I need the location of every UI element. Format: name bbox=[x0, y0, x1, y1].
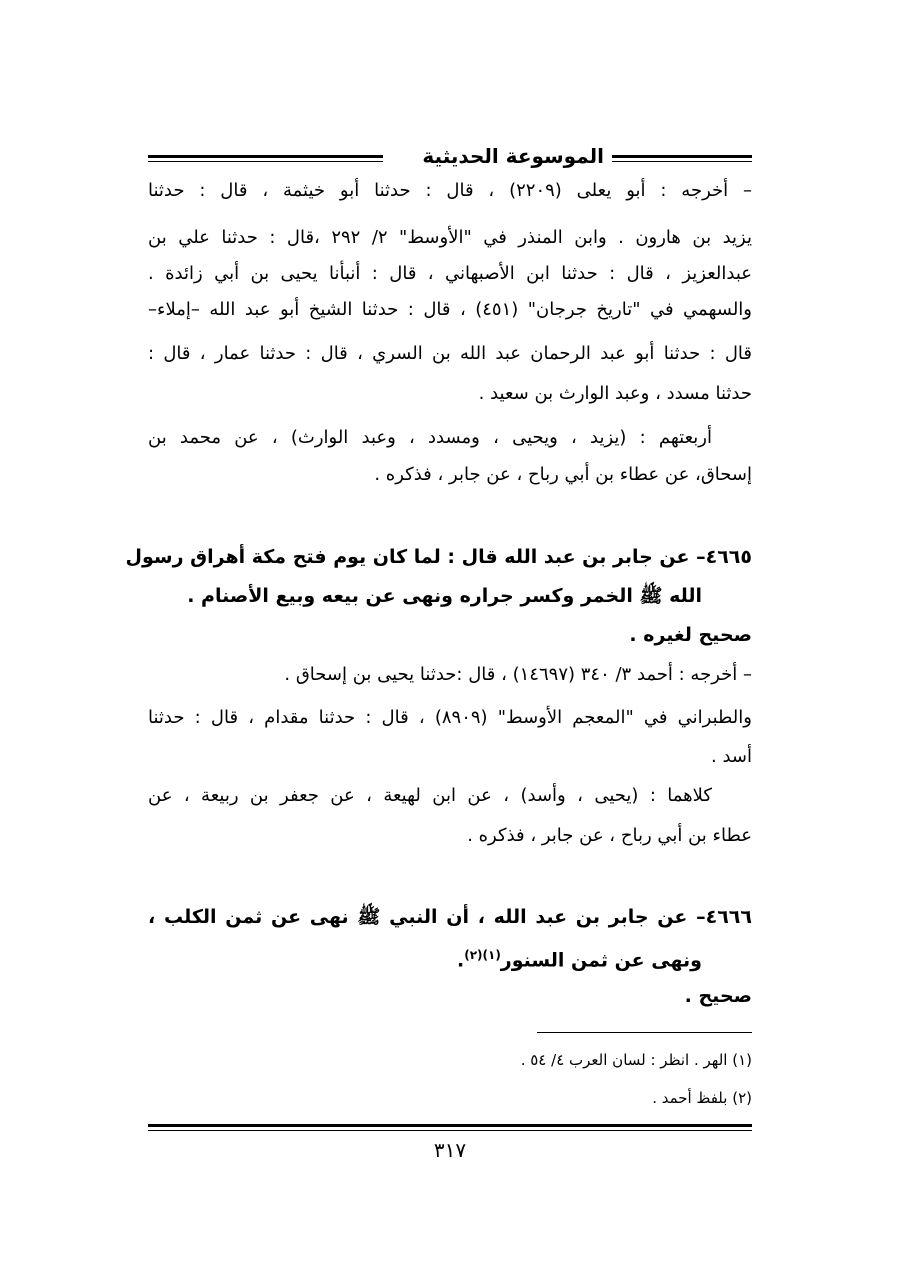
text-line: يزيد بن هارون . وابن المنذر في "الأوسط" ٢/ ٢٩٢ ،قال : حدثنا علي بن bbox=[148, 227, 752, 248]
text-line: إسحاق، عن عطاء بن أبي رباح ، عن جابر ، فذكره . bbox=[374, 464, 752, 485]
page-number: ٣١٧ bbox=[433, 1138, 467, 1162]
text-line: والطبراني في "المعجم الأوسط" (٨٩٠٩) ، قال : حدثنا مقدام ، قال : حدثنا bbox=[148, 707, 752, 728]
text-line: كلاهما : (يحيى ، وأسد) ، عن ابن لهيعة ، عن جعفر بن ربيعة ، عن bbox=[148, 785, 712, 806]
header-rule-left bbox=[148, 155, 383, 162]
text-line: عبدالعزيز ، قال : حدثنا ابن الأصبهاني ، قال : أنبأنا يحيى بن أبي زائدة . bbox=[148, 263, 752, 284]
text-line: والسهمي في "تاريخ جرجان" (٤٥١) ، قال : حدثنا الشيخ أبو عبد الله –إملاء– bbox=[148, 299, 752, 320]
footnote-refs: (١)(٢) bbox=[464, 948, 501, 962]
footnote: (٢) بلفظ أحمد . bbox=[652, 1089, 752, 1107]
text-line: أسد . bbox=[711, 746, 752, 767]
text-line: عطاء بن أبي رباح ، عن جابر ، فذكره . bbox=[467, 825, 752, 846]
hadith-text-second-line bbox=[148, 942, 752, 973]
header-rule-right bbox=[612, 155, 752, 162]
footnote: (١) الهر . انظر : لسان العرب ٤/ ٥٤ . bbox=[520, 1051, 752, 1069]
running-header bbox=[148, 143, 752, 173]
header-title: الموسوعة الحديثية bbox=[422, 144, 604, 168]
bottom-rule bbox=[148, 1124, 752, 1131]
hadith-grade: صحيح . bbox=[684, 985, 752, 1007]
text-line: – أخرجه : أحمد ٣/ ٣٤٠ (١٤٦٩٧) ، قال :حدثنا يحيى بن إسحاق . bbox=[284, 664, 752, 685]
footnote-separator bbox=[537, 1032, 752, 1033]
text-line: حدثنا مسدد ، وعبد الوارث بن سعيد . bbox=[478, 383, 752, 404]
text-line: – أخرجه : أبو يعلى (٢٢٠٩) ، قال : حدثنا أبو خيثمة ، قال : حدثنا bbox=[148, 180, 752, 201]
hadith-text: ونهى عن ثمن السنور bbox=[500, 949, 702, 972]
text-line: قال : حدثنا أبو عبد الرحمان عبد الله بن السري ، قال : حدثنا عمار ، قال : bbox=[148, 343, 752, 364]
hadith-grade: صحيح لغيره . bbox=[629, 624, 752, 646]
hadith-text: ٤٦٦٦– عن جابر بن عبد الله ، أن النبي ﷺ نهى عن ثمن الكلب ، bbox=[148, 906, 752, 928]
hadith-text: ٤٦٦٥– عن جابر بن عبد الله قال : لما كان يوم فتح مكة أهراق رسول bbox=[125, 546, 752, 568]
hadith-text: الله ﷺ الخمر وكسر جراره ونهى عن بيعه وبيع الأصنام . bbox=[187, 585, 702, 607]
text-line: أربعتهم : (يزيد ، ويحيى ، ومسدد ، وعبد الوارث) ، عن محمد بن bbox=[148, 427, 712, 448]
hadith-end-mark: . bbox=[456, 949, 465, 972]
